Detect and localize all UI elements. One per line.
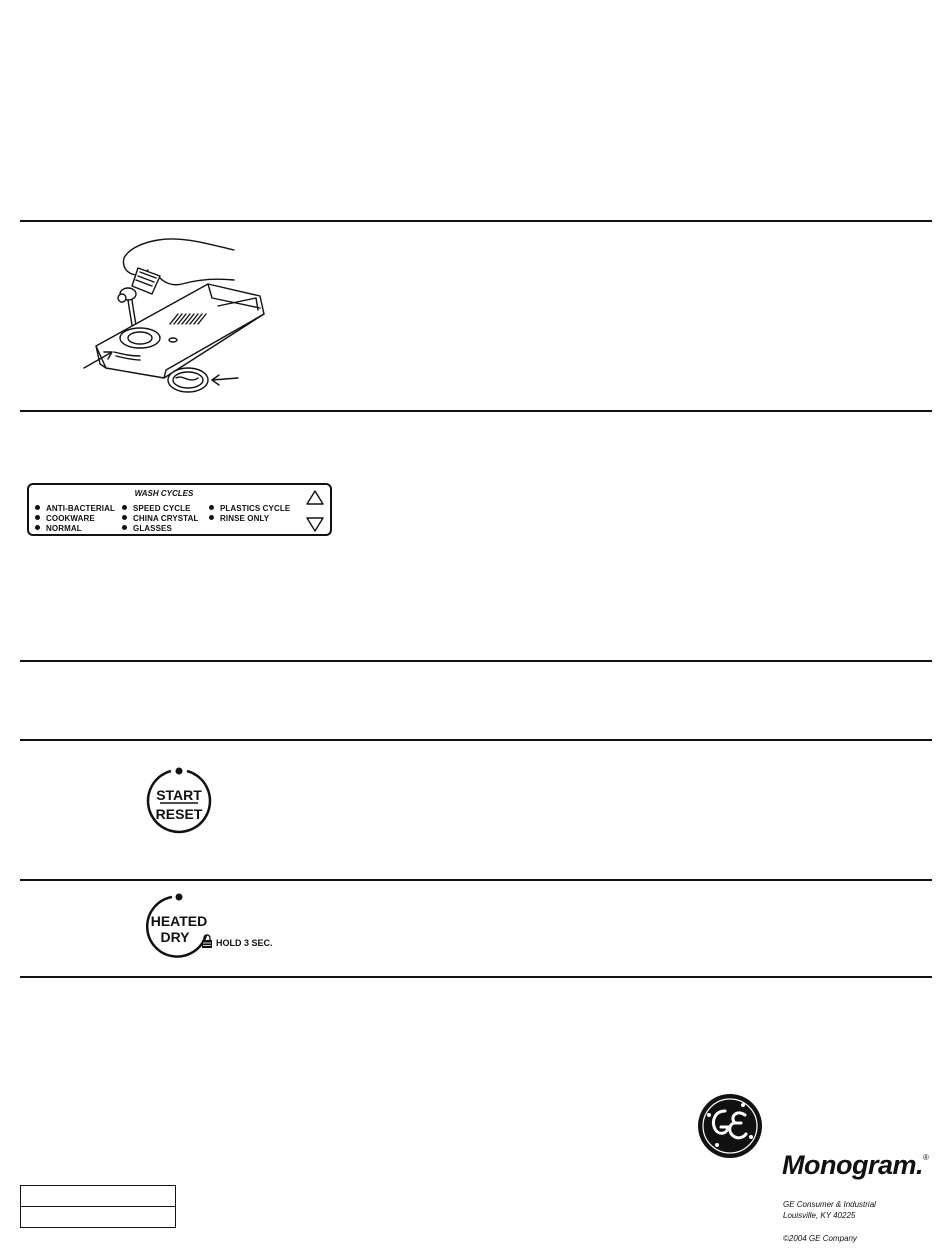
indicator-dot-icon — [122, 505, 127, 510]
indicator-dot-icon — [122, 525, 127, 530]
company-name: GE Consumer & Industrial — [783, 1200, 876, 1209]
indicator-dot-icon — [209, 515, 214, 520]
section-divider — [20, 879, 932, 881]
section-divider — [20, 410, 932, 412]
section-divider — [20, 739, 932, 741]
cycle-option[interactable]: SPEED CYCLE — [122, 504, 191, 513]
section-divider — [20, 220, 932, 222]
start-reset-button[interactable] — [144, 766, 214, 836]
company-address: Louisville, KY 40225 — [783, 1211, 856, 1220]
cycle-option[interactable]: NORMAL — [35, 524, 82, 533]
hold-3-sec-label: HOLD 3 SEC. — [216, 938, 273, 948]
ge-logo — [697, 1093, 763, 1159]
dispenser-illustration — [78, 228, 278, 403]
start-label: START — [156, 787, 202, 803]
lock-icon — [201, 934, 213, 948]
indicator-dot-icon — [35, 515, 40, 520]
copyright: ©2004 GE Company — [783, 1234, 857, 1243]
cycle-option[interactable]: GLASSES — [122, 524, 172, 533]
indicator-dot-icon — [122, 515, 127, 520]
down-arrow-icon[interactable] — [306, 516, 324, 532]
cycle-option[interactable]: CHINA CRYSTAL — [122, 514, 198, 523]
section-divider — [20, 660, 932, 662]
cycle-option[interactable]: COOKWARE — [35, 514, 95, 523]
indicator-dot-icon — [209, 505, 214, 510]
blank-box — [20, 1185, 176, 1207]
dry-label: DRY — [160, 929, 190, 945]
indicator-dot-icon — [35, 505, 40, 510]
indicator-dot-icon — [35, 525, 40, 530]
cycle-option[interactable]: PLASTICS CYCLE — [209, 504, 290, 513]
wash-cycles-title: WASH CYCLES — [134, 489, 194, 498]
reset-label: RESET — [155, 806, 203, 822]
heated-dry-button[interactable] — [144, 891, 214, 961]
monogram-logo: Monogram.® — [782, 1150, 929, 1180]
cycle-option[interactable]: RINSE ONLY — [209, 514, 269, 523]
blank-box — [20, 1206, 176, 1228]
up-arrow-icon[interactable] — [306, 490, 324, 506]
heated-label: HEATED — [150, 913, 208, 929]
cycle-option[interactable]: ANTI-BACTERIAL — [35, 504, 115, 513]
wash-cycles-panel — [27, 483, 332, 536]
section-divider — [20, 976, 932, 978]
